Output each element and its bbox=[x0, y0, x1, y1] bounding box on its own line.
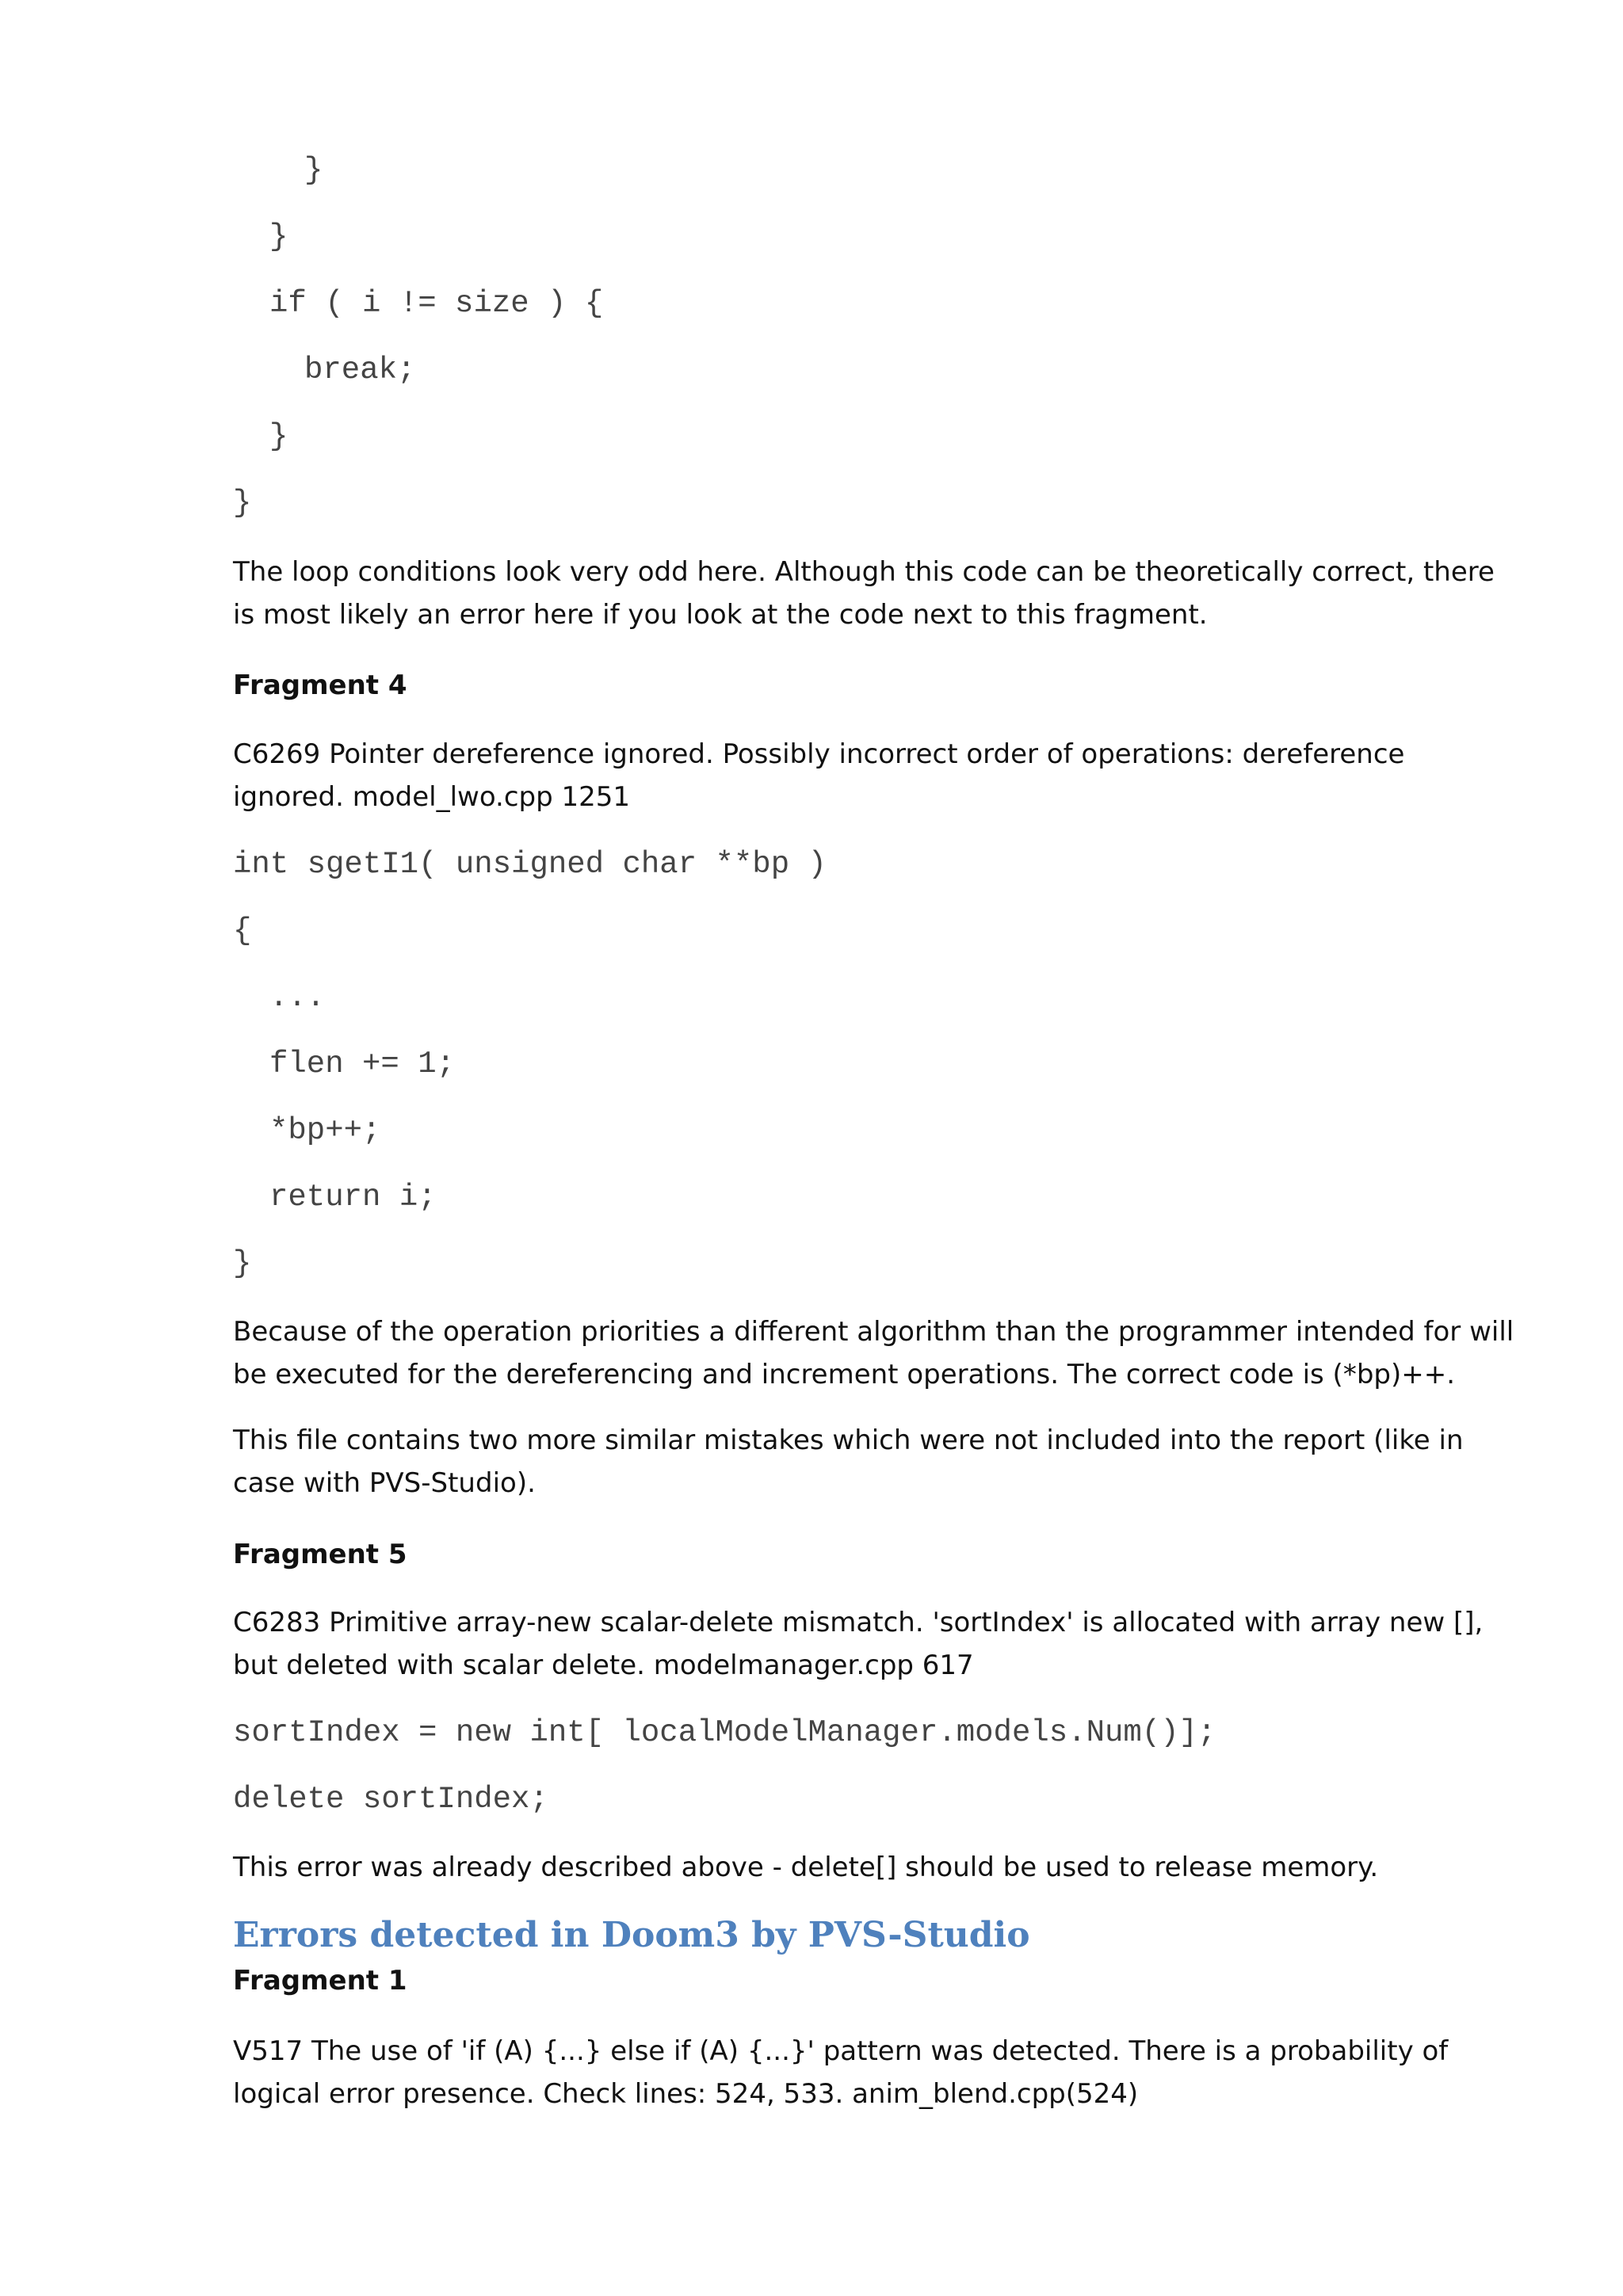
code-line: delete sortIndex; bbox=[233, 1782, 548, 1817]
fragment-5-explanation: This error was already described above - delete[] should be used to release memory. bbox=[233, 1852, 1379, 1883]
code-line: } bbox=[269, 219, 288, 254]
fragment-4-explanation: Because of the operation priorities a different algorithm than the programmer intended for will be executed for the dereferencing and increment operations. The correct code is (*bp)++. bbox=[233, 1316, 1514, 1390]
code-line: if ( i != size ) { bbox=[269, 286, 604, 321]
fragment-5-warning: C6283 Primitive array-new scalar-delete mismatch. 'sortIndex' is allocated with array new [], but deleted with scalar delete. modelmanager.cpp 617 bbox=[233, 1607, 1484, 1681]
code-line: int sgetI1( unsigned char **bp ) bbox=[233, 847, 827, 882]
code-line: } bbox=[269, 419, 288, 454]
code-line: ... bbox=[269, 980, 326, 1015]
fragment-5-heading: Fragment 5 bbox=[233, 1539, 407, 1570]
fragment-4-warning: C6269 Pointer dereference ignored. Possibly incorrect order of operations: dereference ignored. model_lwo.cpp 1251 bbox=[233, 738, 1405, 813]
fragment-4-heading: Fragment 4 bbox=[233, 669, 407, 701]
code-line: *bp++; bbox=[269, 1113, 381, 1148]
code-line: return i; bbox=[269, 1180, 437, 1215]
code-line: sortIndex = new int[ localModelManager.models.Num()]; bbox=[233, 1715, 1216, 1750]
section-heading: Errors detected in Doom3 by PVS-Studio bbox=[233, 1915, 1030, 1955]
code-line: } bbox=[304, 153, 323, 188]
code-line: } bbox=[233, 1246, 252, 1281]
fragment-4-note: This file contains two more similar mistakes which were not included into the report (like in case with PVS-Studio). bbox=[233, 1425, 1464, 1499]
code-line: } bbox=[233, 486, 252, 521]
pvs-fragment-1-warning: V517 The use of 'if (A) {...} else if (A) {...}' pattern was detected. There is a probability of logical error presence. Check lines: 524, 533. anim_blend.cpp(524) bbox=[233, 2035, 1449, 2110]
code-line: break; bbox=[304, 353, 416, 387]
paragraph-loop-conditions: The loop conditions look very odd here. Although this code can be theoretically correct, there is most likely an error here if you look at the code next to this fragment. bbox=[233, 556, 1495, 631]
pvs-fragment-1-heading: Fragment 1 bbox=[233, 1965, 407, 1997]
code-line: flen += 1; bbox=[269, 1047, 456, 1081]
code-line: { bbox=[233, 913, 252, 948]
